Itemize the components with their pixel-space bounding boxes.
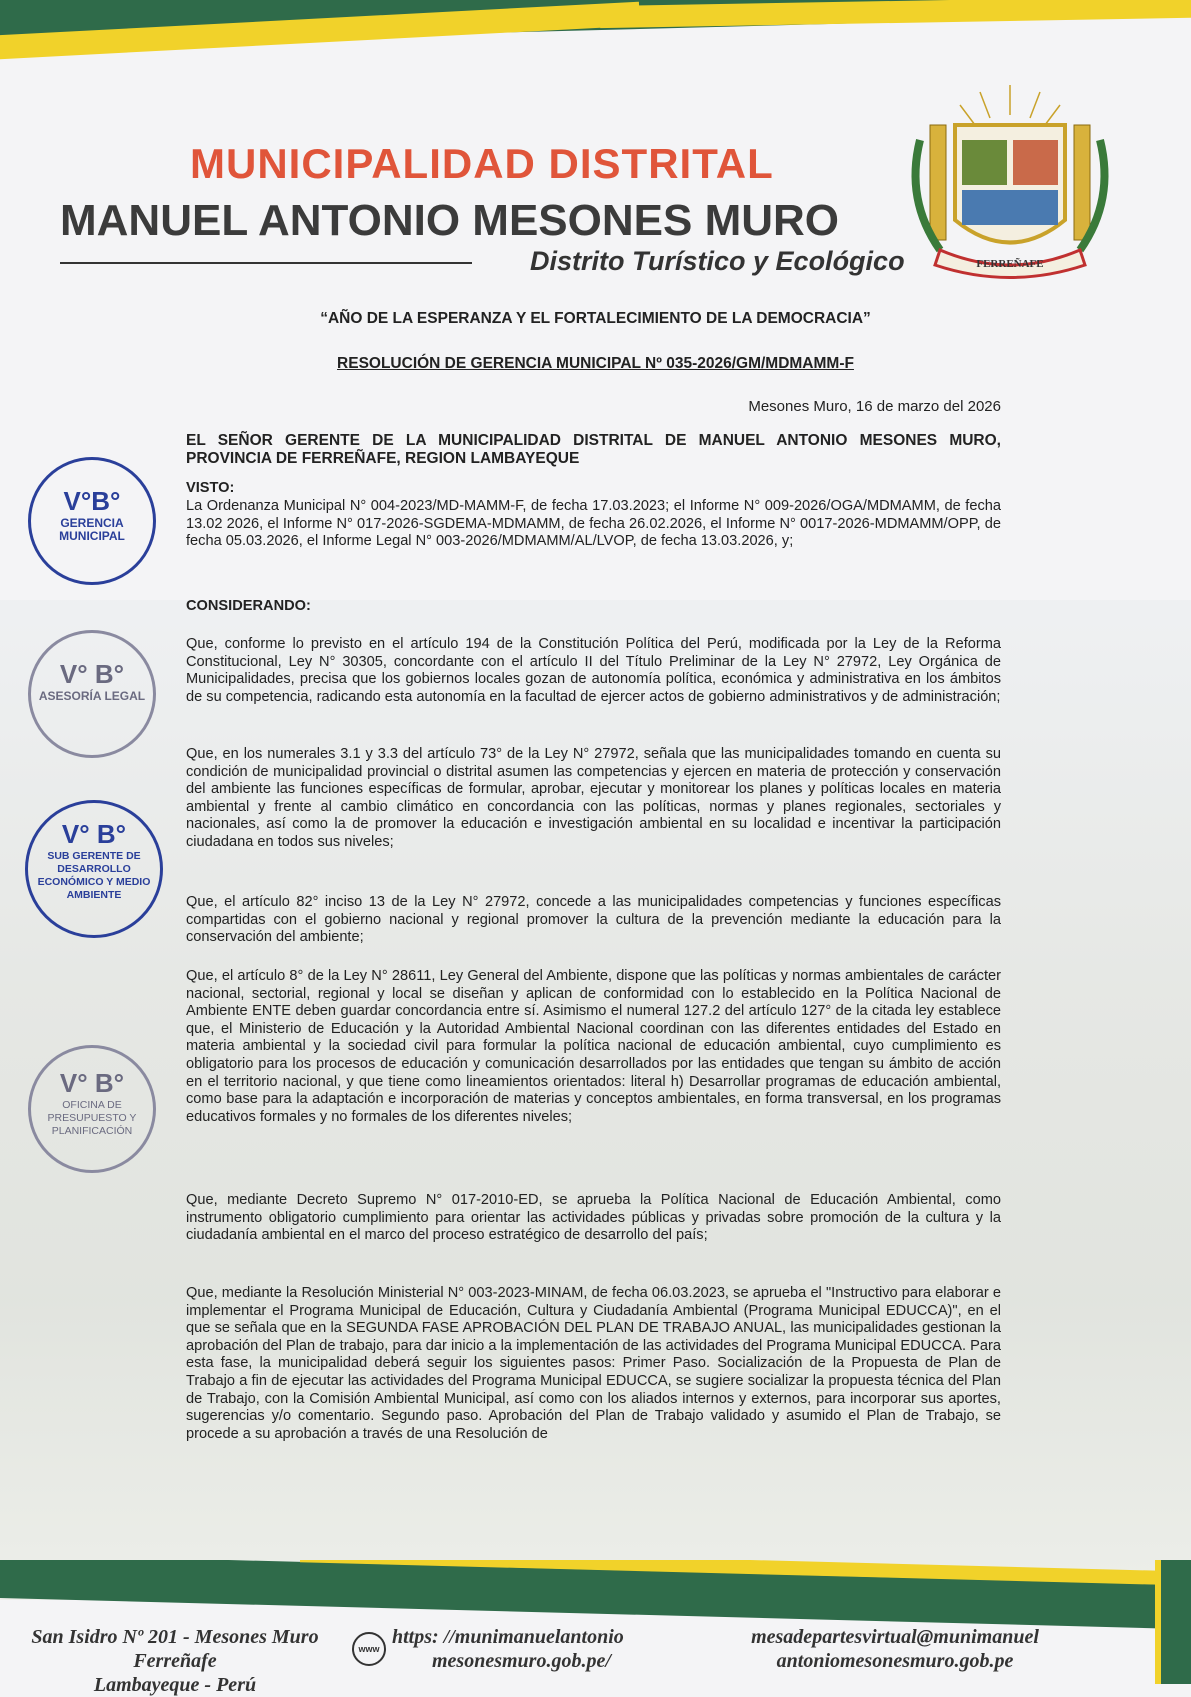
resolution-title: RESOLUCIÓN DE GERENCIA MUNICIPAL Nº 035-2026/GM/MDMAMM-F [337, 355, 854, 372]
paragraph: Que, el artículo 8° de la Ley N° 28611, Ley General del Ambiente, dispone que las políticas y normas ambientales de carácter nacional, sectorial, regional y local se diseñan y aplican de conformidad con lo establecido en la Política Nacional de Ambiente ENTE deben guardar concordancia entre sí. Asimismo el numeral 127.2 del artículo 127° de la citada ley establece que, el Ministerio de Educación y la Autoridad Ambiental Nacional coordinan con las diferentes entidades del Estado en materia ambiental y la sociedad civil para formular la política nacional de educación ambiental, cuyo cumplimiento es obligatorio para los procesos de educación y comunicación desarrollados por las entidades que tengan su ámbito de acción en el territorio nacional, y que tiene como lineamientos orientados: literal h) Desarrollar programas de educación ambiental, como base para la adaptación e incorporación de materias y conceptos ambientales, en forma transversal, en los programas educativos formales y no formales de los diferentes niveles; [186, 968, 1001, 1125]
visto-heading: VISTO: [186, 480, 235, 496]
considerando-heading: CONSIDERANDO: [186, 598, 311, 614]
approval-stamp-gerencia: V°B° GERENCIA MUNICIPAL [28, 457, 156, 585]
approval-stamp-presupuesto: V° B° OFICINA DE PRESUPUESTO Y PLANIFICACIÓN [28, 1045, 156, 1173]
footer-website[interactable]: https: //munimanuelantonio mesonesmuro.gob.pe/ [392, 1626, 624, 1672]
paragraph: Que, en los numerales 3.1 y 3.3 del artículo 73° de la Ley N° 27972, señala que las municipalidades tomando en cuenta su condición de municipalidad provincial o distrital asumen las competencias y ejercen en materia de protección y conservación del ambiente las funciones específicas de formular, aprobar, ejecutar y monitorear los planes y políticas locales en materia ambiental y frente al cambio climático en concordancia con las políticas, normas y planes regionales, sectoriales y nacionales, así como la de promover la educación e investigación ambiental en su localidad e incentivar la participación ciudadana en todos sus niveles; [186, 746, 1001, 850]
paragraph: Que, el artículo 82° inciso 13 de la Ley N° 27972, concede a las municipalidades competencias y funciones específicas compartidas con el gobierno nacional y regional promover la cultura de la prevención mediante la educación para la conservación del ambiente; [186, 894, 1001, 946]
approval-stamp-desarrollo: V° B° SUB GERENTE DE DESARROLLO ECONÓMICO Y MEDIO AMBIENTE [25, 800, 163, 938]
www-globe-icon: www [352, 1632, 386, 1666]
paragraph: Que, mediante Decreto Supremo N° 017-2010-ED, se aprueba la Política Nacional de Educación Ambiental, como instrumento obligatorio cumplimiento para orientar las actividades públicas y privadas sobre promoción de la cultura y la ciudadanía ambiental en el marco del proceso estratégico de desarrollo del país; [186, 1192, 1001, 1244]
footer-email[interactable]: mesadepartesvirtual@munimanuel antoniomesonesmuro.gob.pe [751, 1626, 1039, 1672]
svg-text:FERREÑAFE: FERREÑAFE [976, 258, 1044, 270]
approval-stamp-legal: V° B° ASESORÍA LEGAL [28, 630, 156, 758]
municipality-subtitle: Distrito Turístico y Ecológico [530, 246, 905, 276]
visto-text: La Ordenanza Municipal N° 004-2023/MD-MAMM-F, de fecha 17.03.2023; el Informe N° 009-2026/OGA/MDMAMM, de fecha 13.02 2026, el Informe N° 017-2026-SGDEMA-MDMAMM, de fecha 26.02.2026, el Informe N° 0017-2026-MDMAMM/OPP, de fecha 05.03.2026, el Informe Legal N° 003-2026/MDMAMM/AL/LVOP, de fecha 13.03.2026, y; [186, 498, 1001, 550]
footer-address: San Isidro Nº 201 - Mesones Muro Ferreñafe Lambayeque - Perú [31, 1626, 319, 1696]
top-decorative-band [0, 0, 1191, 70]
year-motto: “AÑO DE LA ESPERANZA Y EL FORTALECIMIENTO DE LA DEMOCRACIA” [320, 310, 871, 327]
municipality-title: MUNICIPALIDAD DISTRITAL [190, 140, 774, 187]
paragraph: Que, conforme lo previsto en el artículo 194 de la Constitución Política del Perú, modificada por la Ley de la Reforma Constitucional, Ley N° 30305, concordante con el artículo II del Título Preliminar de la Ley N° 27972, Ley Orgánica de Municipalidades, precisa que los gobiernos locales gozan de autonomía política, económica y administrativa en los ámbitos de su competencia, radicando esta autonomía en la facultad de ejercer actos de gobierno administrativos y de administración; [186, 636, 1001, 705]
header-rule [60, 262, 472, 264]
municipality-name: MANUEL ANTONIO MESONES MURO [60, 196, 840, 245]
municipal-crest-logo [900, 80, 1120, 280]
addressee: EL SEÑOR GERENTE DE LA MUNICIPALIDAD DISTRITAL DE MANUEL ANTONIO MESONES MURO, PROVINCIA DE FERREÑAFE, REGION LAMBAYEQUE [186, 432, 1001, 467]
date-line: Mesones Muro, 16 de marzo del 2026 [748, 398, 1001, 415]
paragraph: Que, mediante la Resolución Ministerial N° 003-2023-MINAM, de fecha 06.03.2023, se aprueba el "Instructivo para elaborar e implementar el Programa Municipal de Educación, Cultura y Ciudadanía Ambiental (Programa Municipal EDUCCA)", en el que se señala que en la SEGUNDA FASE APROBACIÓN DEL PLAN DE TRABAJO ANUAL, las municipalidades gestionan la aprobación del Plan de trabajo, para dar inicio a la implementación de las actividades del Programa Municipal EDUCCA. Para esta fase, la municipalidad deberá seguir los siguientes pasos: Primer Paso. Socialización de la Propuesta de Plan de Trabajo a fin de ejecutar las actividades del Programa Municipal EDUCCA, se sugiere socializar la propuesta técnica del Plan de Trabajo, con la Comisión Ambiental Municipal, así como con los aliados internos y externos, para incorporar sus aportes, sugerencias y/o comentario. Segundo paso. Aprobación del Plan de Trabajo validado y asumido el Plan de Trabajo, se procede a su aprobación a través de una Resolución de [186, 1285, 1001, 1442]
